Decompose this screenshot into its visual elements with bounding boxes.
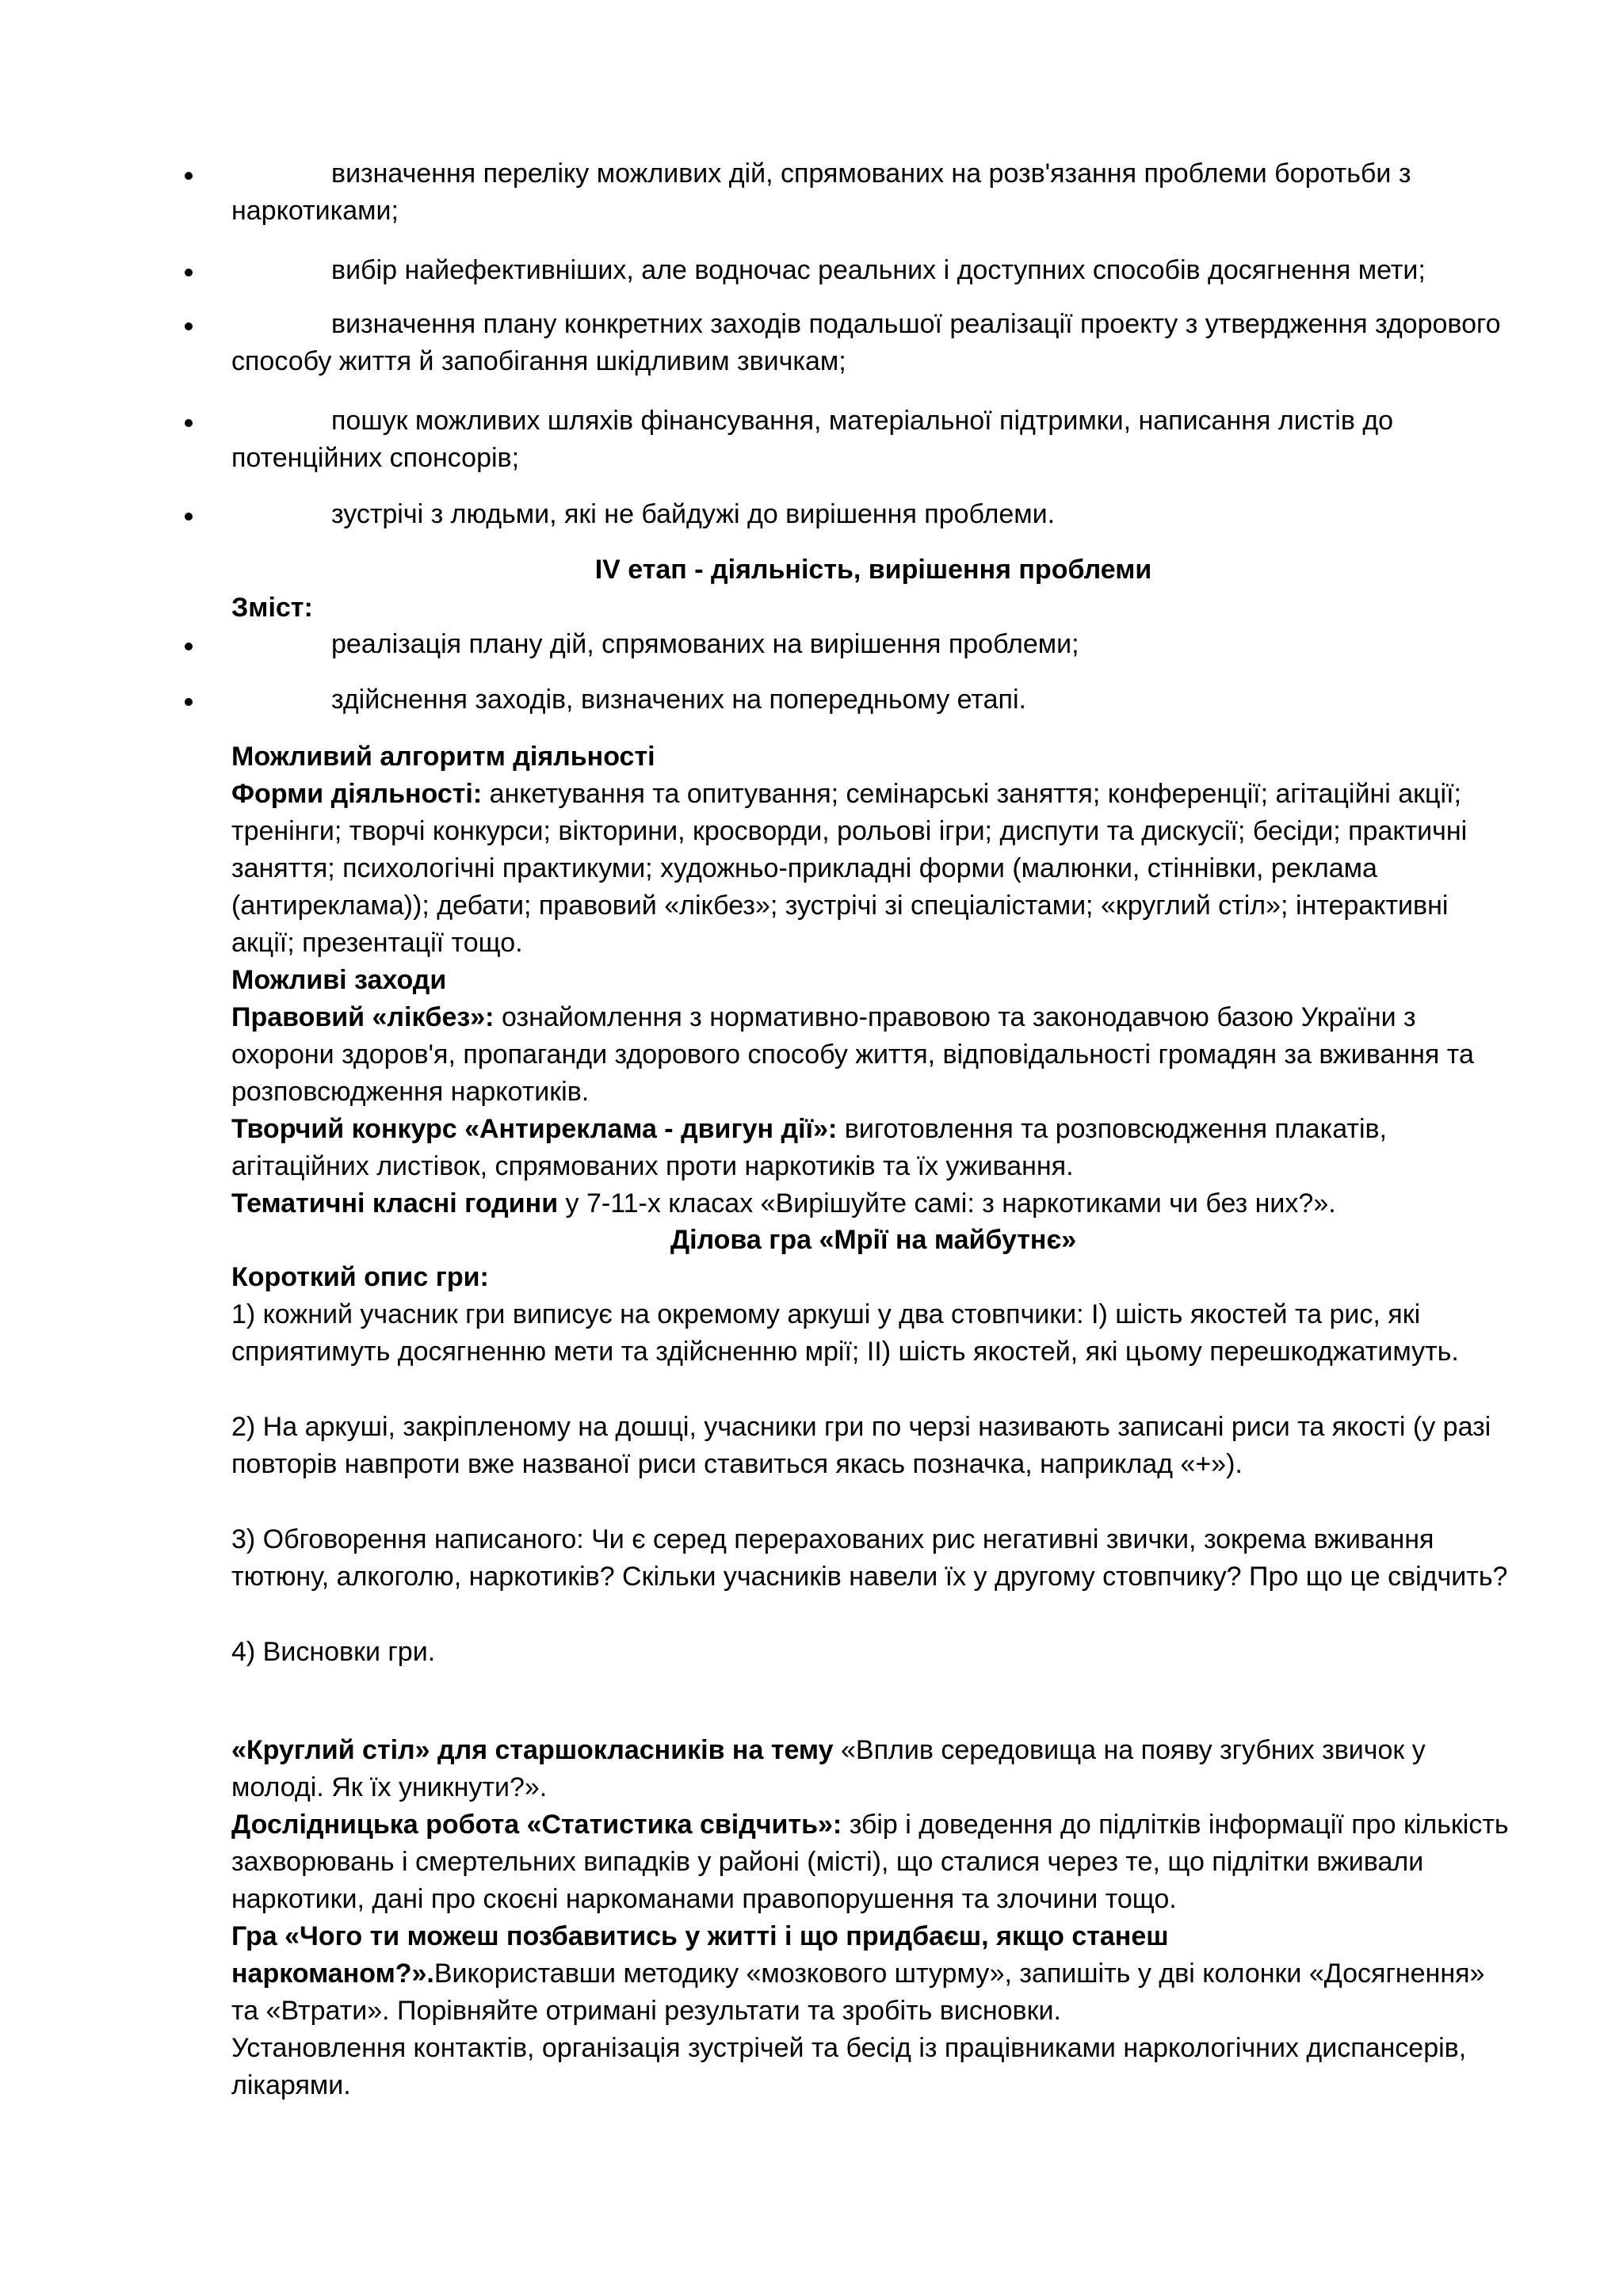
class-label: Тематичні класні години <box>231 1188 559 1219</box>
research-text: збір і доведення до підлітків інформації про кількість захворювань і смертельних випадків у районі (місті), що сталися через те, що підлітки вживали наркотики, дані про скоєні наркоманами правопорушення та злочини тощо. <box>231 1810 1509 1914</box>
game-heading: Ділова гра «Мрії на майбутнє» <box>670 1225 1077 1255</box>
legal-text: ознайомлення з нормативно-правовою та законодавчою базою України з охорони здоров'я, пропаганди здорового способу життя, відповідальності громадян за вживання та розповсюдження наркотиків. <box>231 1002 1474 1107</box>
algorithm-heading: Можливий алгоритм діяльності <box>231 742 655 772</box>
list-item-text: здійснення заходів, визначених на попередньому етапі. <box>331 685 1026 715</box>
game-step: 4) Висновки гри. <box>231 1637 436 1667</box>
bullet-icon <box>185 419 193 427</box>
list-item <box>231 155 1515 230</box>
list-item-text: зустрічі з людьми, які не байдужі до вирішення проблеми. <box>331 499 1056 529</box>
list-item <box>231 626 1515 663</box>
game-step: 2) На аркуші, закріпленому на дошці, учасники гри по черзі називають записані риси та якості (у разі повторів навпроти вже названої риси ставиться якась позначка, наприклад «+»). <box>231 1412 1491 1479</box>
bullet-icon <box>185 322 193 330</box>
game-step: 3) Обговорення написаного: Чи є серед перерахованих рис негативні звички, зокрема вживання тютюну, алкоголю, наркотиків? Скільки учасників навели їх у другому стовпчику? Про що це свідчить? <box>231 1524 1508 1592</box>
game-desc-label: Короткий опис гри: <box>231 1262 489 1292</box>
list-item-text: реалізація плану дій, спрямованих на вирішення проблеми; <box>331 629 1079 659</box>
content-label: Зміст: <box>231 593 313 623</box>
game2-label: Гра «Чого ти можеш позбавитись у житті і що придбаєш, якщо станеш наркоманом?». <box>231 1921 1169 1989</box>
list-item <box>231 252 1515 289</box>
class-text: у 7-11-х класах «Вирішуйте самі: з наркотиками чи без них?». <box>558 1188 1336 1219</box>
legal-label: Правовий «лікбез»: <box>231 1002 495 1032</box>
extra-section <box>231 1732 1515 2104</box>
measures-heading: Можливі заходи <box>231 965 447 995</box>
game-step: 1) кожний учасник гри виписує на окремому аркуші у два стовпчики: І) шість якостей та рис, які сприятимуть досягненню мети та здійсненню мрії; ІІ) шість якостей, які цьому перешкоджатимуть. <box>231 1299 1459 1367</box>
round-table-text: «Вплив середовища на появу згубних звичок у молоді. Як їх уникнути?». <box>231 1735 1426 1802</box>
list-item-text: визначення плану конкретних заходів подальшої реалізації проекту з утвердження здорового способу життя й запобігання шкідливим звичкам; <box>231 309 1501 376</box>
research-label: Дослідницька робота «Статистика свідчить»: <box>231 1810 842 1840</box>
section-heading: IV етап - діяльність, вирішення проблеми <box>594 555 1152 585</box>
list-item <box>231 681 1515 719</box>
bullet-icon <box>185 172 193 180</box>
list-item-text: вибір найефективніших, але водночас реальних і доступних способів досягнення мети; <box>331 255 1426 285</box>
list-item-text: визначення переліку можливих дій, спрямованих на розв'язання проблеми боротьби з наркотиками; <box>231 158 1411 226</box>
forms-label: Форми діяльності: <box>231 779 483 809</box>
bullet-icon <box>185 513 193 521</box>
algorithm-section <box>231 738 1515 1222</box>
round-table-label: «Круглий стіл» для старшокласників на тему <box>231 1735 834 1765</box>
bullet-icon <box>185 269 193 277</box>
list-item <box>231 402 1515 477</box>
list-item <box>231 306 1515 380</box>
list-item <box>231 496 1515 533</box>
game-section <box>231 1259 1515 1671</box>
game2-text: Використавши методику «мозкового штурму», запишіть у дві колонки «Досягнення» та «Втрати». Порівняйте отримані результати та зробіть висновки. <box>231 1958 1485 2026</box>
bullet-icon <box>185 698 193 706</box>
forms-text: анкетування та опитування; семінарські заняття; конференції; агітаційні акції; тренінги; творчі конкурси; вікторини, кросворди, рольові ігри; диспути та дискусії; бесіди; практичні заняття; психологічні практикуми; художньо-прикладні форми (малюнки, стіннівки, реклама (антиреклама)); дебати; правовий «лікбез»; зустрічі зі спеціалістами; «круглий стіл»; інтерактивні акції; презентації тощо. <box>231 779 1468 958</box>
contacts-text: Установлення контактів, організація зустрічей та бесід із працівниками наркологічних диспансерів, лікарями. <box>231 2033 1467 2100</box>
bullet-icon <box>185 643 193 650</box>
contest-text: виготовлення та розповсюдження плакатів, агітаційних листівок, спрямованих проти наркотиків та їх уживання. <box>231 1114 1388 1181</box>
list-item-text: пошук можливих шляхів фінансування, матеріальної підтримки, написання листів до потенційних спонсорів; <box>231 406 1394 473</box>
contest-label: Творчий конкурс «Антиреклама - двигун дії»: <box>231 1114 838 1144</box>
